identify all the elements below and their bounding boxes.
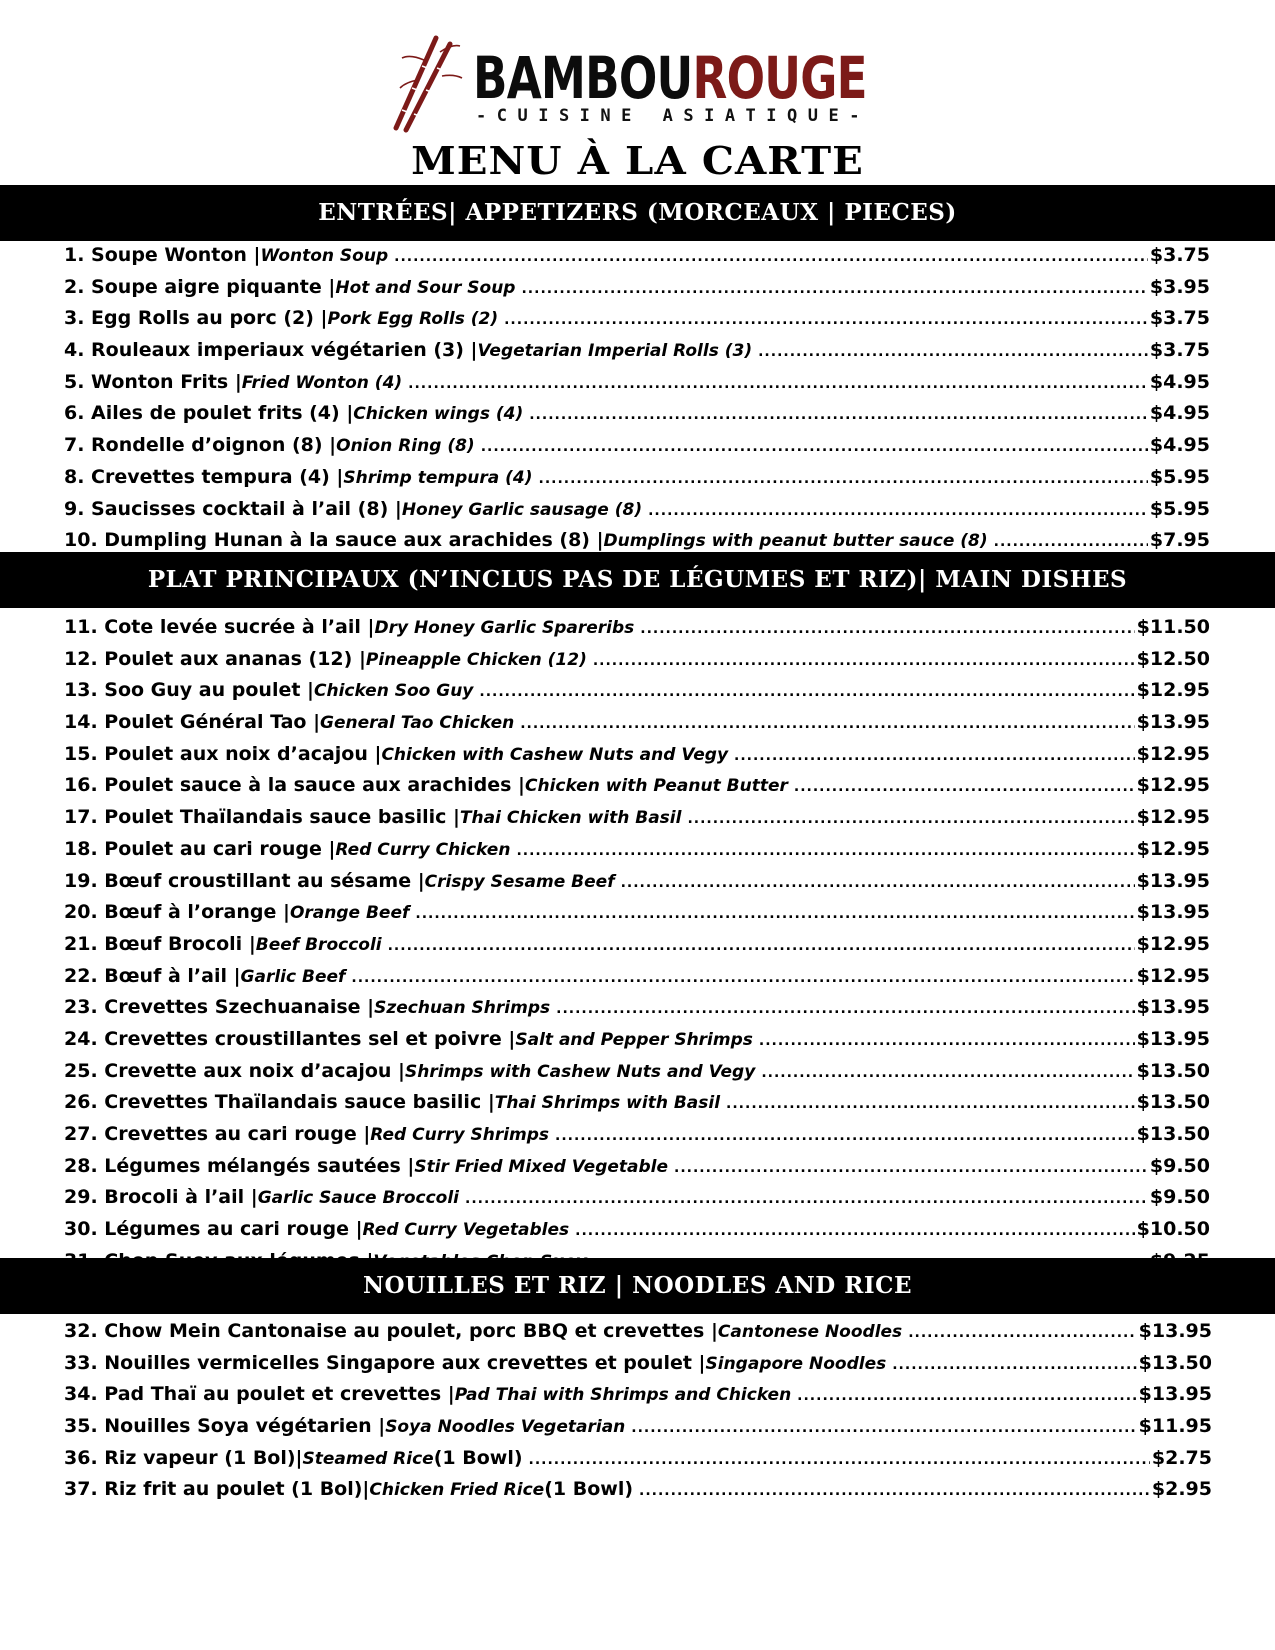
item-name-en: Thai Shrimps with Basil: [494, 1093, 721, 1114]
dot-leader: [593, 1255, 1148, 1271]
item-name-en: Thai Chicken with Basil: [459, 808, 682, 829]
main-dishes-list: [64, 616, 1210, 1281]
item-name-fr: 2. Soupe aigre piquante |: [64, 275, 336, 298]
menu-item: [64, 933, 1210, 965]
item-name-en: Honey Garlic sausage (8): [401, 499, 643, 520]
menu-item: [64, 679, 1210, 711]
appetizers-list: [64, 244, 1210, 561]
item-price: $12.95: [1136, 806, 1210, 829]
menu-item: [64, 648, 1210, 680]
item-name-en: Vegetables Chop Suey: [373, 1251, 588, 1272]
dot-leader: [539, 471, 1148, 487]
item-price: $3.75: [1149, 244, 1210, 266]
brand-name-part1: BAMBOU: [473, 44, 693, 112]
dot-leader: [761, 1065, 1134, 1081]
menu-item: [64, 1352, 1212, 1384]
item-price: $2.75: [1151, 1446, 1212, 1469]
item-price: $4.95: [1149, 434, 1210, 457]
dot-leader: [394, 249, 1148, 265]
item-price: $5.95: [1149, 497, 1210, 520]
dot-leader: [639, 1483, 1150, 1499]
dot-leader: [621, 875, 1135, 891]
menu-item: [64, 996, 1210, 1028]
item-name-fr: 27. Crevettes au cari rouge |: [64, 1123, 371, 1145]
section-heading-noodles-rice: NOUILLES ET RIZ | NOODLES AND RICE: [0, 1258, 1275, 1314]
item-name-fr: 18. Poulet au cari rouge |: [64, 837, 336, 860]
dot-leader: [908, 1325, 1136, 1341]
item-name-en: Chicken with Cashew Nuts and Vegy: [381, 744, 729, 765]
item-name-fr: 1. Soupe Wonton |: [64, 244, 261, 266]
item-price: $13.95: [1136, 869, 1210, 892]
item-name-en: Dry Honey Garlic Spareribs: [374, 618, 635, 638]
menu-item: [64, 1478, 1212, 1510]
section-heading-appetizers: ENTRÉES| APPETIZERS (MORCEAUX | PIECES): [0, 185, 1275, 241]
dot-leader: [504, 312, 1148, 328]
menu-item: [64, 838, 1210, 870]
item-price: $9.50: [1149, 1154, 1210, 1177]
item-name-en: Fried Wonton (4): [241, 372, 403, 393]
item-price: $3.75: [1149, 339, 1210, 362]
item-name-en: Chicken Fried Rice: [369, 1480, 545, 1501]
item-price: $3.75: [1149, 307, 1210, 330]
item-name-fr: 23. Crevettes Szechuanaise |: [64, 996, 375, 1019]
page-title: MENU À LA CARTE: [411, 138, 864, 183]
dot-leader: [529, 407, 1148, 423]
item-name-en: Pad Thai with Shrimps and Chicken: [454, 1385, 792, 1406]
menu-item: [64, 1218, 1210, 1250]
item-name-fr: 10. Dumpling Hunan à la sauce aux arachides (8) |: [64, 529, 604, 552]
item-price: $13.95: [1136, 1027, 1210, 1050]
menu-item: [64, 806, 1210, 838]
item-name-fr: 4. Rouleaux imperiaux végétarien (3) |: [64, 339, 478, 362]
dot-leader: [794, 779, 1135, 795]
dot-leader: [415, 906, 1134, 922]
dot-leader: [465, 1191, 1148, 1207]
item-name-fr: 21. Bœuf Brocoli |: [64, 932, 256, 955]
menu-item: [64, 529, 1210, 561]
menu-item: [64, 711, 1210, 743]
item-name-en: Chicken wings (4): [353, 404, 524, 425]
menu-item: [64, 1186, 1210, 1218]
item-name-fr: 16. Poulet sauce à la sauce aux arachides |: [64, 774, 525, 797]
menu-item: [64, 371, 1210, 403]
item-name-fr: 5. Wonton Frits |: [64, 370, 242, 393]
menu-item: [64, 1060, 1210, 1092]
item-price: $13.50: [1136, 1091, 1210, 1114]
item-price: $13.95: [1136, 996, 1210, 1019]
section-heading-main-dishes: PLAT PRINCIPAUX (N’INCLUS PAS DE LÉGUMES ET RIZ)| MAIN DISHES: [0, 552, 1275, 608]
dot-leader: [521, 281, 1147, 297]
menu-item: [64, 774, 1210, 806]
dot-leader: [555, 1128, 1135, 1144]
item-price: $12.95: [1136, 837, 1210, 860]
item-price: $13.50: [1136, 1123, 1210, 1145]
menu-item: [64, 276, 1210, 308]
item-name-fr: 30. Légumes au cari rouge |: [64, 1218, 363, 1241]
item-price: $12.95: [1136, 774, 1210, 797]
dot-leader: [726, 1096, 1135, 1112]
item-name-en: Vegetarian Imperial Rolls (3): [477, 341, 753, 362]
item-price: $3.95: [1149, 275, 1210, 298]
item-name-en: Red Curry Chicken: [335, 839, 511, 860]
item-price: $10.50: [1136, 1218, 1210, 1241]
bamboo-chopsticks-icon: [378, 30, 478, 134]
dot-leader: [797, 1388, 1137, 1404]
item-name-en: Beef Broccoli: [255, 934, 382, 955]
dot-leader: [593, 653, 1135, 669]
item-name-fr: 22. Bœuf à l’ail |: [64, 964, 241, 987]
item-name-en: Garlic Beef: [240, 966, 346, 987]
dot-leader: [351, 970, 1134, 986]
item-price: $13.95: [1138, 1320, 1212, 1342]
item-name-en: Crispy Sesame Beef: [424, 871, 615, 892]
dot-leader: [640, 621, 1134, 637]
brand-tagline: -CUISINE ASIATIQUE-: [476, 106, 870, 126]
dot-leader: [481, 439, 1148, 455]
dot-leader: [388, 938, 1135, 954]
brand-logo: [378, 30, 878, 134]
item-name-en: Steamed Rice: [302, 1448, 434, 1469]
menu-item: [64, 1028, 1210, 1060]
item-name-suffix: (1 Bowl): [544, 1478, 634, 1501]
item-price: $13.50: [1138, 1351, 1212, 1374]
item-name-en: General Tao Chicken: [320, 713, 515, 734]
item-name-fr: 28. Légumes mélangés sautées |: [64, 1154, 415, 1177]
item-price: $9.50: [1149, 1186, 1210, 1209]
item-name-fr: 29. Brocoli à l’ail |: [64, 1186, 258, 1209]
item-name-fr: 3. Egg Rolls au porc (2) |: [64, 307, 328, 330]
item-name-en: Hot and Sour Soup: [335, 277, 516, 298]
dot-leader: [631, 1420, 1136, 1436]
item-price: $13.95: [1138, 1383, 1212, 1406]
item-name-fr: 36. Riz vapeur (1 Bol)|: [64, 1446, 303, 1469]
brand-name: [473, 46, 867, 110]
dot-leader: [556, 1001, 1135, 1017]
item-name-fr: 32. Chow Mein Cantonaise au poulet, porc BBQ et crevettes |: [64, 1320, 718, 1342]
item-price: $12.95: [1136, 679, 1210, 702]
item-price: $12.95: [1136, 964, 1210, 987]
item-name-fr: 35. Nouilles Soya végétarien |: [64, 1415, 386, 1438]
dot-leader: [529, 1452, 1150, 1468]
item-name-fr: 25. Crevette aux noix d’acajou |: [64, 1059, 405, 1082]
menu-item: [64, 1091, 1210, 1123]
item-name-fr: 9. Saucisses cocktail à l’ail (8) |: [64, 497, 402, 520]
item-name-en: Salt and Pepper Shrimps: [515, 1029, 753, 1050]
item-name-en: Pork Egg Rolls (2): [327, 309, 499, 330]
item-name-en: Pineapple Chicken (12): [365, 649, 587, 670]
item-price: $2.95: [1151, 1478, 1212, 1501]
item-name-fr: 7. Rondelle d’oignon (8) |: [64, 434, 337, 457]
item-price: $13.50: [1136, 1059, 1210, 1082]
item-name-fr: 14. Poulet Général Tao |: [64, 711, 321, 734]
item-price: $4.95: [1149, 402, 1210, 425]
dot-leader: [759, 1033, 1135, 1049]
item-price: $7.95: [1149, 529, 1210, 552]
item-price: $12.95: [1136, 932, 1210, 955]
menu-item: [64, 402, 1210, 434]
item-name-fr: 11. Cote levée sucrée à l’ail |: [64, 616, 375, 638]
dot-leader: [674, 1160, 1148, 1176]
item-name-suffix: (1 Bowl): [433, 1446, 523, 1469]
menu-item: [64, 616, 1210, 648]
menu-item: [64, 1155, 1210, 1187]
menu-item: [64, 466, 1210, 498]
item-name-en: Orange Beef: [289, 903, 410, 924]
item-name-fr: 15. Poulet aux noix d’acajou |: [64, 742, 382, 765]
item-price: $13.95: [1136, 711, 1210, 734]
item-price: $4.95: [1149, 370, 1210, 393]
item-name-fr: 33. Nouilles vermicelles Singapore aux crevettes et poulet |: [64, 1351, 706, 1374]
item-name-fr: 17. Poulet Thaïlandais sauce basilic |: [64, 806, 460, 829]
item-name-en: Shrimps with Cashew Nuts and Vegy: [404, 1061, 756, 1082]
item-name-fr: 26. Crevettes Thaïlandais sauce basilic |: [64, 1091, 495, 1114]
menu-item: [64, 244, 1210, 276]
dot-leader: [575, 1223, 1135, 1239]
brand-name-part2: ROUGE: [692, 44, 867, 112]
item-name-fr: 37. Riz frit au poulet (1 Bol)|: [64, 1478, 370, 1501]
item-name-en: Cantonese Noodles: [717, 1322, 903, 1342]
item-name-fr: 24. Crevettes croustillantes sel et poivre |: [64, 1027, 516, 1050]
menu-item: [64, 498, 1210, 530]
item-price: $9.25: [1149, 1249, 1210, 1272]
item-name-en: Red Curry Vegetables: [362, 1220, 570, 1241]
item-name-en: Dumplings with peanut butter sauce (8): [603, 531, 988, 552]
menu-item: [64, 1447, 1212, 1479]
item-name-en: Stir Fried Mixed Vegetable: [414, 1156, 669, 1177]
dot-leader: [648, 503, 1148, 519]
item-price: $11.50: [1136, 616, 1210, 638]
item-name-en: Garlic Sauce Broccoli: [257, 1188, 460, 1209]
dot-leader: [994, 534, 1148, 550]
item-price: $13.95: [1136, 901, 1210, 924]
item-name-en: Soya Noodles Vegetarian: [385, 1417, 626, 1438]
menu-item: [64, 1383, 1212, 1415]
menu-item: [64, 870, 1210, 902]
dot-leader: [520, 716, 1134, 732]
menu-item: [64, 434, 1210, 466]
item-name-fr: 20. Bœuf à l’orange |: [64, 901, 290, 924]
item-name-fr: 34. Pad Thaï au poulet et crevettes |: [64, 1383, 455, 1406]
item-name-fr: 6. Ailes de poulet frits (4) |: [64, 402, 354, 425]
menu-item: [64, 1320, 1212, 1352]
item-price: $5.95: [1149, 465, 1210, 488]
item-price: $11.95: [1138, 1415, 1212, 1438]
menu-item: [64, 1123, 1210, 1155]
menu-item: [64, 743, 1210, 775]
menu-item: [64, 339, 1210, 371]
menu-item: [64, 1415, 1212, 1447]
item-name-fr: 8. Crevettes tempura (4) |: [64, 465, 344, 488]
item-name-fr: 19. Bœuf croustillant au sésame |: [64, 869, 425, 892]
dot-leader: [687, 811, 1134, 827]
item-name-en: Szechuan Shrimps: [374, 998, 551, 1019]
dot-leader: [516, 843, 1134, 859]
item-name-fr: 13. Soo Guy au poulet |: [64, 679, 314, 702]
dot-leader: [479, 684, 1134, 700]
dot-leader: [408, 376, 1148, 392]
noodles-rice-list: [64, 1320, 1212, 1510]
item-name-en: Wonton Soup: [260, 246, 389, 266]
item-price: $12.95: [1136, 742, 1210, 765]
menu-item: [64, 965, 1210, 997]
item-name-en: Red Curry Shrimps: [370, 1125, 550, 1145]
menu-item: [64, 307, 1210, 339]
menu-item: [64, 1250, 1210, 1282]
dot-leader: [892, 1357, 1136, 1373]
item-name-en: Onion Ring (8): [336, 436, 475, 457]
dot-leader: [734, 748, 1135, 764]
item-name-en: Chicken with Peanut Butter: [524, 776, 788, 797]
dot-leader: [758, 344, 1148, 360]
item-name-en: Singapore Noodles: [705, 1353, 887, 1374]
item-name-en: Chicken Soo Guy: [313, 681, 474, 702]
item-name-fr: 12. Poulet aux ananas (12) |: [64, 647, 366, 670]
item-name-fr: 31. Chop Suey aux légumes |: [64, 1249, 374, 1272]
item-name-en: Shrimp tempura (4): [343, 467, 533, 488]
item-price: $12.50: [1136, 647, 1210, 670]
menu-item: [64, 901, 1210, 933]
